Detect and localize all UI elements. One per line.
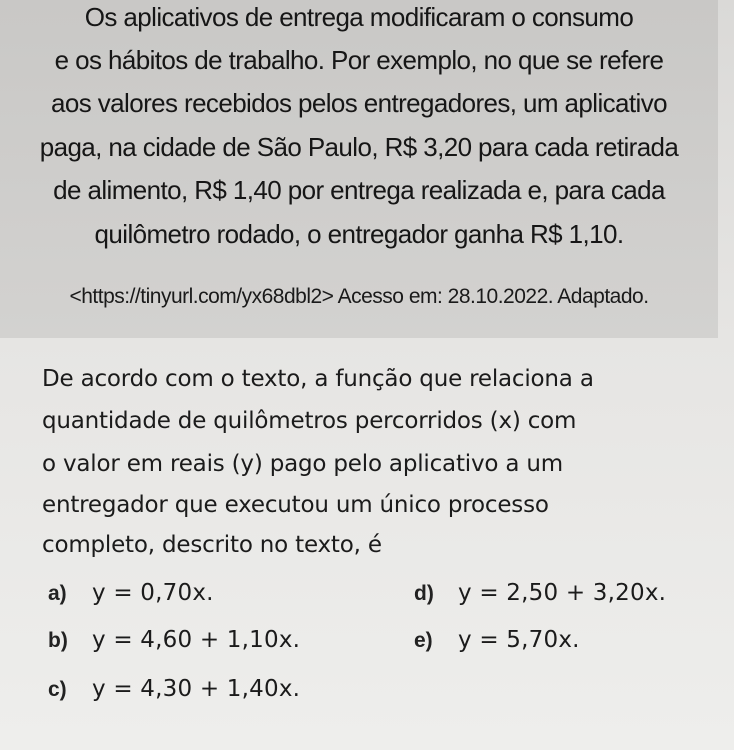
text-line: aos valores recebidos pelos entregadores, um aplicativo	[51, 88, 667, 118]
option-b[interactable]	[48, 627, 300, 653]
option-letter: e)	[414, 629, 433, 652]
question-line: De acordo com o texto, a função que relaciona a	[42, 366, 594, 392]
option-letter: b)	[48, 629, 68, 652]
option-e[interactable]	[414, 627, 580, 653]
option-formula: y = 4,30 + 1,40x.	[92, 676, 301, 702]
option-formula: y = 4,60 + 1,10x.	[92, 627, 301, 653]
question-line: o valor em reais (y) pago pelo aplicativo a um	[42, 451, 563, 477]
text-line: de alimento, R$ 1,40 por entrega realizada e, para cada	[53, 175, 665, 205]
text-line: e os hábitos de trabalho. Por exemplo, no que se refere	[54, 45, 664, 75]
option-c[interactable]	[48, 676, 300, 702]
option-letter: c)	[48, 678, 67, 701]
option-formula: y = 2,50 + 3,20x.	[458, 580, 667, 606]
option-a[interactable]	[48, 580, 214, 606]
option-formula: y = 5,70x.	[458, 627, 580, 653]
question-line: quantidade de quilômetros percorridos (x) com	[42, 408, 577, 434]
option-letter: d)	[414, 582, 434, 605]
text-box	[0, 0, 718, 338]
option-d[interactable]	[414, 580, 666, 606]
option-formula: y = 0,70x.	[92, 580, 214, 606]
question-line: entregador que executou um único processo	[42, 492, 549, 518]
option-letter: a)	[48, 582, 67, 605]
question-line: completo, descrito no texto, é	[42, 532, 382, 558]
source-citation: <https://tinyurl.com/yx68dbl2> Acesso em: 28.10.2022. Adaptado.	[69, 285, 649, 308]
text-line: Os aplicativos de entrega modificaram o consumo	[84, 2, 634, 32]
text-line: paga, na cidade de São Paulo, R$ 3,20 para cada retirada	[39, 132, 679, 162]
text-line: quilômetro rodado, o entregador ganha R$ 1,10.	[94, 219, 624, 249]
